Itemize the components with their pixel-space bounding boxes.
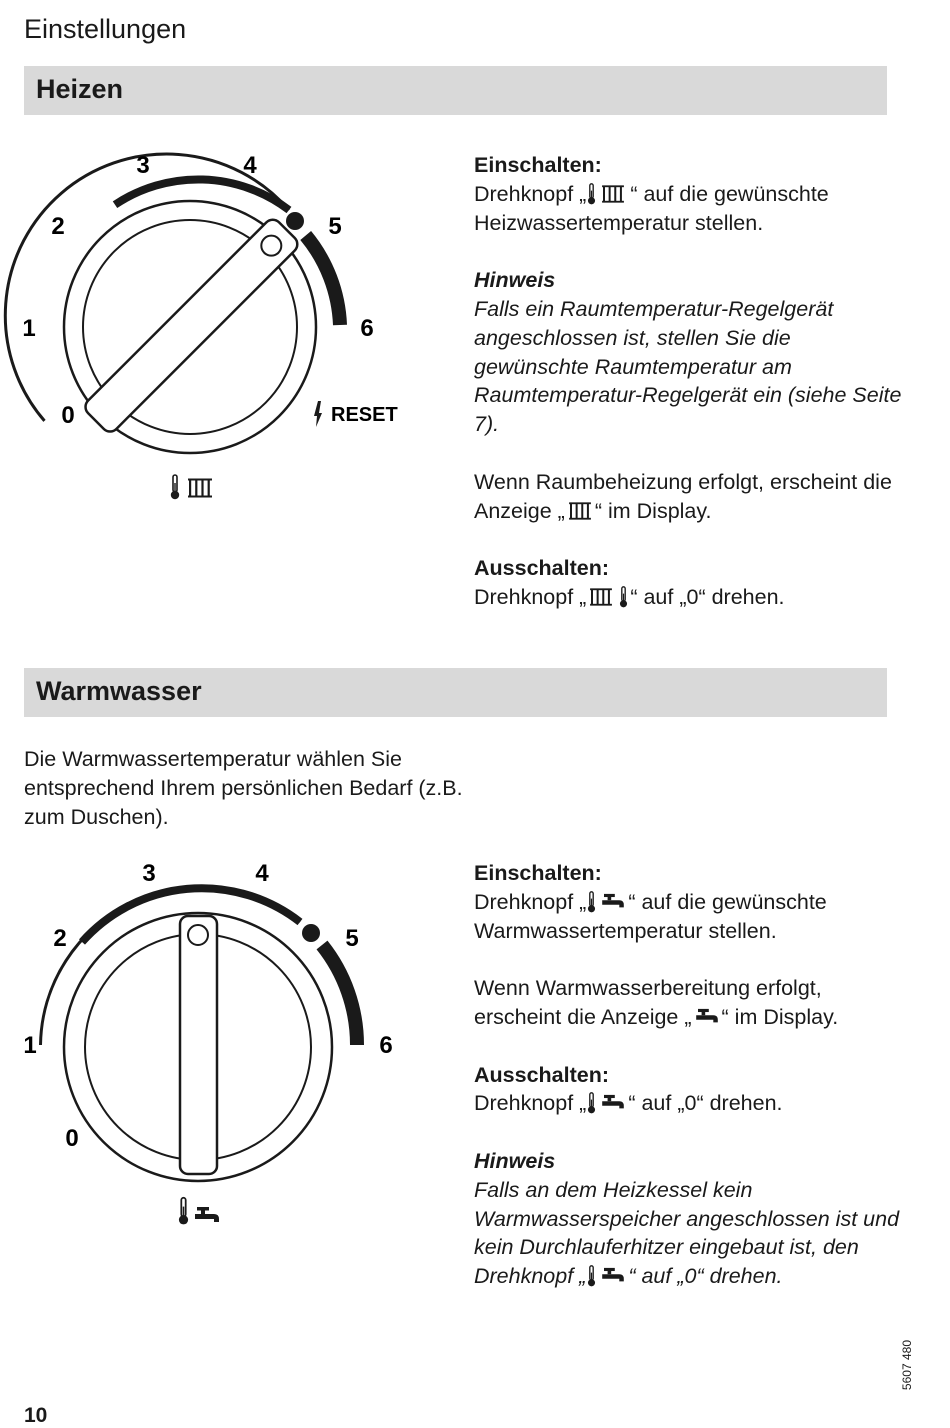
scale-label: 3 xyxy=(136,152,150,179)
section-title-heizen: Heizen xyxy=(36,74,124,104)
scale-label: 1 xyxy=(22,315,36,342)
text-fragment: “ auf die gewünschte Heizwassertemperatur stellen. xyxy=(474,181,829,235)
scale-label: 6 xyxy=(360,315,374,342)
warmwasser-text xyxy=(474,859,904,1320)
dot-marker xyxy=(302,924,320,942)
scale-label: 5 xyxy=(345,925,359,952)
text-fragment: Wenn Raumbeheizung erfolgt, erscheint die Anzeige „ xyxy=(474,469,892,523)
thermometer-icon xyxy=(171,475,179,499)
hot-water-knob-pointer xyxy=(180,916,217,1174)
text-fragment: Drehknopf „ xyxy=(474,889,587,914)
text-fragment: “ auf „0“ drehen. xyxy=(628,1264,783,1289)
warmwasser-ausschalten-heading: Ausschalten: xyxy=(474,1062,610,1087)
heizen-ausschalten-heading: Ausschalten: xyxy=(474,556,610,581)
reset-label: RESET xyxy=(331,404,398,426)
page-title: Einstellungen xyxy=(24,14,187,44)
section-title-warmwasser: Warmwasser xyxy=(36,676,202,706)
thermometer-radiator-icon xyxy=(586,183,630,205)
scale-label: 4 xyxy=(255,860,269,887)
water-tap-icon xyxy=(195,1207,219,1222)
page-number: 10 xyxy=(24,1404,48,1427)
text-fragment: Drehknopf „ xyxy=(474,584,587,609)
text-fragment: Drehknopf „ xyxy=(474,181,587,206)
fault-lightning-icon xyxy=(314,401,322,427)
warmwasser-intro: Die Warmwassertemperatur wählen Sie entsprechend Ihrem persönlichen Bedarf (z.B. zum Duschen). xyxy=(24,747,463,829)
section-header-heizen xyxy=(24,66,887,115)
warmwasser-einschalten-heading: Einschalten: xyxy=(474,861,602,885)
text-fragment: “ auf „0“ drehen. xyxy=(628,1091,783,1116)
hot-water-dial xyxy=(0,850,440,1250)
text-fragment: Wenn Warmwasserbereitung erfolgt, erscheint die Anzeige „ xyxy=(474,976,822,1029)
radiator-icon xyxy=(188,479,212,498)
heizen-text xyxy=(474,151,904,641)
heizen-hinweis-heading: Hinweis xyxy=(474,268,556,293)
heizen-hinweis-text: Falls ein Raumtemperatur-Regelgerät angeschlossen ist, stellen Sie die gewünschte Raumtemperatur am Raumtemperatur-Regelgerät ein (siehe Seite 7). xyxy=(474,296,902,437)
document-number: 5607 480 xyxy=(900,1340,914,1391)
radiator-thermometer-icon xyxy=(586,586,630,608)
water-tap-icon xyxy=(692,1006,722,1028)
thermometer-tap-icon xyxy=(586,891,628,913)
scale-label: 0 xyxy=(65,1125,79,1152)
text-fragment: Falls an dem Heizkessel kein Warmwasserspeicher angeschlossen ist und kein Durchlauferhitzer eingebaut ist, den Drehknopf „ xyxy=(474,1177,900,1289)
scale-label: 2 xyxy=(53,925,67,952)
section-header-warmwasser xyxy=(24,668,887,717)
scale-label: 1 xyxy=(23,1032,37,1059)
scale-label: 2 xyxy=(51,213,65,240)
thermometer-tap-icon xyxy=(586,1092,628,1114)
heizen-einschalten-heading: Einschalten: xyxy=(474,153,602,177)
scale-label: 6 xyxy=(379,1032,393,1059)
text-fragment: Drehknopf „ xyxy=(474,1091,587,1116)
dot-marker xyxy=(286,212,304,230)
text-fragment: “ auf „0“ drehen. xyxy=(630,584,785,609)
radiator-icon xyxy=(565,500,595,522)
warmwasser-hinweis-heading: Hinweis xyxy=(474,1148,556,1173)
text-fragment: “ auf die gewünschte Warmwassertemperatur stellen. xyxy=(474,889,827,943)
scale-label: 3 xyxy=(142,860,156,887)
thermometer-tap-icon xyxy=(586,1265,628,1287)
scale-label: 5 xyxy=(328,213,342,240)
text-fragment: “ im Display. xyxy=(594,498,712,523)
scale-label: 4 xyxy=(243,152,257,179)
heating-dial xyxy=(0,140,440,520)
text-fragment: “ im Display. xyxy=(721,1004,839,1029)
thermometer-icon xyxy=(179,1198,188,1225)
scale-label: 0 xyxy=(61,402,75,429)
